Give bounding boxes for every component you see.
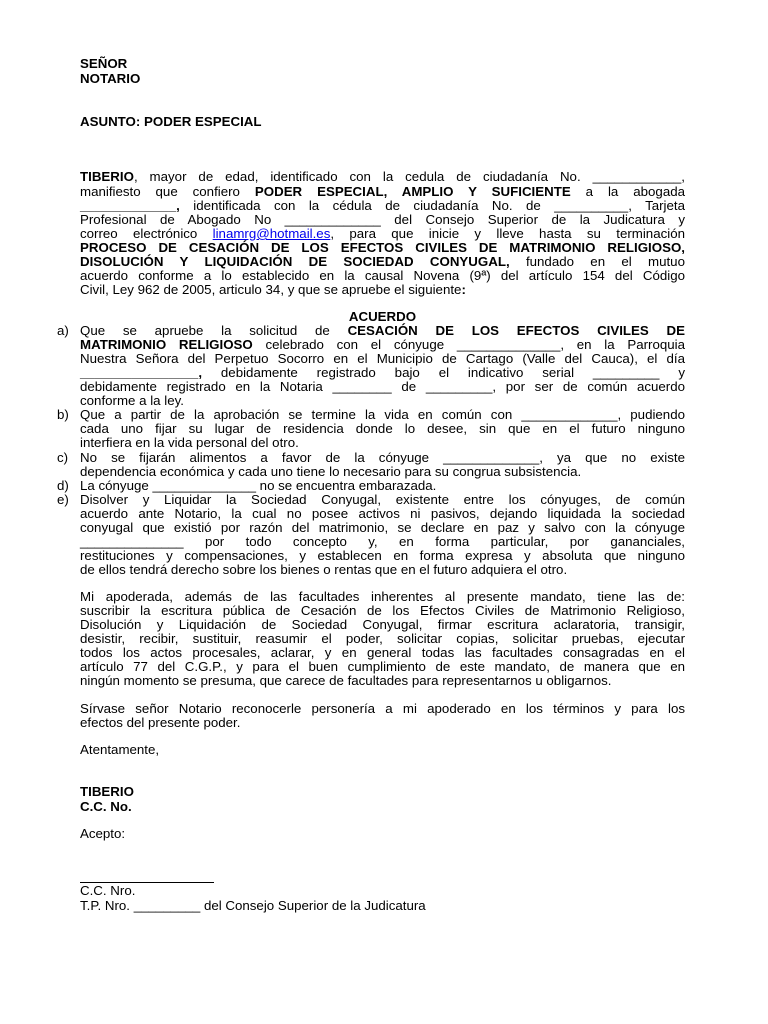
item-b-line-3: interfiera en la vida personal del otro. bbox=[80, 435, 299, 450]
acuerdo-title: ACUERDO bbox=[348, 309, 417, 324]
intro-line-5: correo electrónico linamrg@hotmail.es, para que inicie y lleve hasta su terminación bbox=[80, 226, 685, 241]
item-a-line-5: debidamente registrado en la Notaria ________ de _________, por ser de común acuerdo bbox=[80, 379, 685, 394]
powers-line-3: Disolución y Liquidación de Sociedad Conyugal, firmar escritura aclaratoria, transigir, bbox=[80, 617, 685, 632]
intro-line-1: TIBERIO, mayor de edad, identificado con la cedula de ciudadanía No. ____________, bbox=[80, 169, 685, 184]
powers-line-1: Mi apoderada, además de las facultades inherentes al presente mandato, tiene las de: bbox=[80, 589, 685, 604]
powers-line-5: todos los actos procesales, aclarar, y en general todas las facultades consagradas en el bbox=[80, 645, 685, 660]
powers-line-4: desistir, recibir, sustituir, reasumir el poder, solicitar copias, solicitar pruebas, ejecutar bbox=[80, 631, 685, 646]
item-a-line-1: Que se apruebe la solicitud de CESACIÓN DE LOS EFECTOS CIVILES DE bbox=[80, 323, 685, 338]
item-e-line-3: conyugal que existió por razón del matrimonio, se declare en paz y salvo con la cónyuge bbox=[80, 520, 685, 535]
item-a-line-3: Nuestra Señora del Perpetuo Socorro en el Municipio de Cartago (Valle del Cauca), el día bbox=[80, 351, 685, 366]
powers-line-7: ningún momento se presuma, que carece de facultades para representarnos u obligarnos. bbox=[80, 673, 612, 688]
item-d-line-1: La cónyuge ______________ no se encuentra embarazada. bbox=[80, 478, 437, 493]
email-link[interactable]: linamrg@hotmail.es bbox=[212, 226, 331, 241]
item-a-line-6: conforme a la ley. bbox=[80, 393, 184, 408]
addressee-line-2: NOTARIO bbox=[80, 71, 141, 86]
item-e-line-5: restituciones y compensaciones, y establecen en forma expresa y absoluta que ninguno bbox=[80, 548, 685, 563]
intro-line-3: _____________, identificada con la cédula de ciudadanía No. de __________, Tarjeta bbox=[80, 198, 685, 213]
item-b-label: b) bbox=[57, 407, 69, 422]
acceptance-label: Acepto: bbox=[80, 826, 126, 841]
sign-off: Atentamente, bbox=[80, 742, 160, 757]
intro-line-2: manifiesto que confiero PODER ESPECIAL, AMPLIO Y SUFICIENTE a la abogada bbox=[80, 184, 686, 199]
intro-line-9: Civil, Ley 962 de 2005, articulo 34, y que se apruebe el siguiente: bbox=[80, 282, 466, 297]
item-c-line-1: No se fijarán alimentos a favor de la cónyuge _____________, ya que no existe bbox=[80, 450, 685, 465]
item-e-line-4: ______________ por todo concepto y, en forma particular, por gananciales, bbox=[80, 534, 685, 549]
grantor-cc: C.C. No. bbox=[80, 799, 132, 814]
item-d-label: d) bbox=[57, 478, 69, 493]
intro-line-4: Profesional de Abogado No _____________ del Consejo Superior de la Judicatura y bbox=[80, 212, 685, 227]
item-b-line-2: cada uno fijar su lugar de residencia donde lo desee, sin que en el futuro ninguno bbox=[80, 421, 685, 436]
item-e-line-1: Disolver y Liquidar la Sociedad Conyugal, existente entre los cónyuges, de común bbox=[80, 492, 685, 507]
powers-line-2: suscribir la escritura pública de Cesación de los Efectos Civiles de Matrimonio Religioso, bbox=[80, 603, 685, 618]
request-line-1: Sírvase señor Notario reconocerle personería a mi apoderado en los términos y para los bbox=[80, 701, 685, 716]
item-a-line-2: MATRIMONIO RELIGIOSO celebrado con el cónyuge ______________, en la Parroquia bbox=[80, 337, 685, 352]
subject-line: ASUNTO: PODER ESPECIAL bbox=[80, 114, 262, 129]
request-line-2: efectos del presente poder. bbox=[80, 715, 241, 730]
intro-line-7: DISOLUCIÓN Y LIQUIDACIÓN DE SOCIEDAD CONYUGAL, fundado en el mutuo bbox=[80, 254, 685, 269]
item-e-label: e) bbox=[57, 492, 69, 507]
attorney-cc: C.C. Nro. bbox=[80, 883, 136, 898]
powers-line-6: artículo 77 del C.G.P., y para el buen cumplimiento de este mandato, de manera que en bbox=[80, 659, 685, 674]
item-c-line-2: dependencia económica y cada uno tiene lo necesario para su congrua subsistencia. bbox=[80, 464, 582, 479]
attorney-tp: T.P. Nro. _________ del Consejo Superior de la Judicatura bbox=[80, 898, 426, 913]
item-e-line-2: acuerdo ante Notario, la cual no posee activos ni pasivos, dejando liquidada la sociedad bbox=[80, 506, 685, 521]
item-a-label: a) bbox=[57, 323, 69, 338]
item-b-line-1: Que a partir de la aprobación se termine la vida en común con _____________, pudiendo bbox=[80, 407, 685, 422]
item-a-line-4: ________________, debidamente registrado bajo el indicativo serial _________ y bbox=[80, 365, 685, 380]
grantor-name: TIBERIO bbox=[80, 784, 134, 799]
intro-line-8: acuerdo conforme a lo establecido en la causal Novena (9ª) del artículo 154 del Código bbox=[80, 268, 685, 283]
item-e-line-6: de ellos tendrá derecho sobre los bienes o rentas que en el futuro adquiera el otro. bbox=[80, 562, 568, 577]
intro-line-6: PROCESO DE CESACIÓN DE LOS EFECTOS CIVILES DE MATRIMONIO RELIGIOSO, bbox=[80, 240, 685, 255]
item-c-label: c) bbox=[57, 450, 69, 465]
addressee-line-1: SEÑOR bbox=[80, 56, 128, 71]
